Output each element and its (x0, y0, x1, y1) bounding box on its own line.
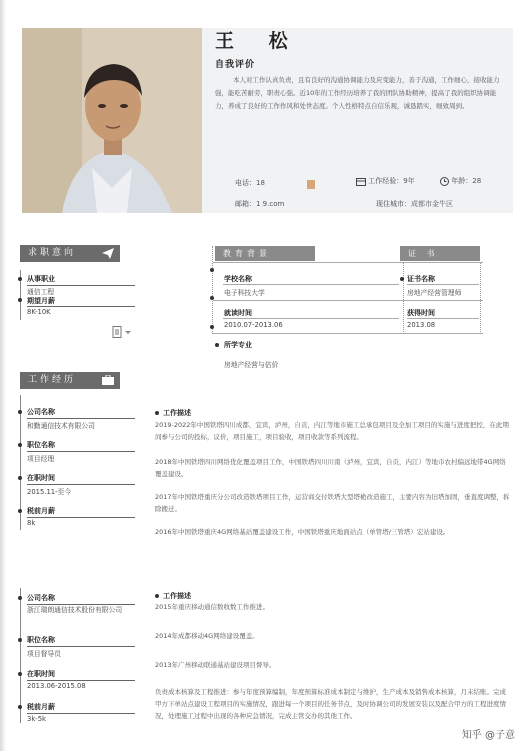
table-border (480, 262, 481, 334)
divider (27, 306, 135, 307)
timeline-dot (18, 596, 22, 600)
self-summary: 本人对工作认真负责，且有良好的沟通协调能力及应变能力，善于沟通，工作细心，接收能力强，能吃苦耐劳，职责心强。近10年的工作经历培养了我的团队协助精神，提高了我的组织协调能力，养成了良好的工作作风和处世态度。个人性格特点自信乐观，诚恳踏实，细致周到。 (215, 76, 500, 110)
title-value: 项目督导员 (27, 650, 61, 658)
timeline-dot (18, 672, 22, 676)
title-value: 项目经理 (27, 455, 55, 463)
summary-title: 自我评价 (215, 60, 256, 70)
age-value: 28 (472, 177, 482, 185)
work-heading-text: 工作经历 (28, 375, 77, 385)
study-time-value: 2010.07-2013.06 (224, 321, 283, 329)
table-rule (213, 262, 483, 263)
desc-paragraph: 2014年成都移动4G网络建设覆盖。 (155, 632, 259, 640)
clock-icon (440, 177, 449, 186)
phone-label: 电话： (235, 179, 256, 187)
phone-row (235, 178, 265, 188)
major-value: 房地产经营与估价 (224, 361, 279, 369)
bullet-dot (155, 594, 159, 598)
cert-name-value: 房地产经营管理师 (407, 289, 462, 297)
timeline-dot (210, 325, 214, 329)
timeline-dot (18, 277, 22, 281)
divider (223, 284, 399, 285)
desc-paragraph: 2013年广州移动联通基站建设项目督导。 (155, 661, 276, 669)
age-label: 年龄： (451, 177, 473, 185)
divider (27, 646, 135, 647)
education-heading: 教育背景 (215, 246, 315, 261)
city-row (376, 199, 453, 209)
cert-time-label: 获得时间 (407, 309, 435, 317)
study-time-label: 就读时间 (224, 309, 252, 317)
profile-photo (22, 28, 202, 213)
desc-title: 工作描述 (163, 592, 191, 600)
divider (27, 517, 135, 518)
desc-paragraph: 2016年中国铁塔重庆4G网络基站覆盖建设工作，中国铁塔重庆地面站点（单管塔/三管塔）宏站建设。 (155, 528, 450, 536)
timeline-dot (210, 268, 214, 272)
phone-value: 18 (256, 179, 265, 187)
timeline-dot (18, 638, 22, 642)
job-label: 从事职业 (27, 275, 55, 283)
bullet-dot (155, 411, 159, 415)
job-salary-value: 8k (27, 519, 36, 527)
timeline-dot (18, 443, 22, 447)
company-value: 和勤通信技术有限公司 (27, 422, 95, 430)
table-rule (213, 300, 483, 301)
bullet-dot (215, 343, 219, 347)
cert-time-value: 2013.08 (407, 321, 436, 329)
job-value: 通信工程 (27, 288, 55, 296)
table-border (403, 262, 404, 334)
timeline-dot (18, 298, 22, 302)
divider (27, 451, 135, 452)
title-label: 职位名称 (27, 636, 55, 644)
desc-paragraph: 2019-2022年中国铁塔四川成都，宜宾，泸州，自贡，内江等地市施工总承包项目及全加工项目的实施与进度把控，在此期间参与公司的投标，议价，项目施工，项目验收，项目收款等系列流程。 (155, 421, 509, 441)
period-value: 2015.11-至今 (27, 488, 72, 496)
paper-plane-icon (102, 248, 114, 259)
intention-heading (20, 245, 120, 262)
experience-row (356, 176, 415, 186)
job-salary-label: 税前月薪 (27, 507, 55, 515)
school-label: 学校名称 (224, 275, 252, 283)
job-salary-label: 税前月薪 (27, 703, 55, 711)
experience-value: 9年 (403, 177, 415, 185)
divider (27, 418, 135, 419)
divider (27, 713, 135, 714)
person-name: 王 松 (215, 30, 302, 52)
intention-heading-text: 求职意向 (28, 248, 77, 258)
calendar-icon (356, 177, 366, 186)
period-label: 在职时间 (27, 474, 55, 482)
company-label: 公司名称 (27, 408, 55, 416)
timeline-dot (400, 277, 404, 281)
timeline-dot (18, 509, 22, 513)
desc-paragraph: 2017年中国铁塔重庆分公司改造铁塔项目工作，运营商交付铁塔大型塔桅改造施工，主要内容为旧塔加固，垂直度调整，拆除搬迁。 (155, 493, 510, 513)
job-salary-value: 3k-5k (27, 715, 46, 723)
email-label: 邮箱： (235, 200, 256, 208)
certificate-heading: 证 书 (400, 246, 480, 261)
school-value: 电子科技大学 (224, 289, 265, 297)
company-label: 公司名称 (27, 594, 55, 602)
redaction-mark (307, 180, 315, 189)
age-row (440, 176, 481, 186)
city-value: 成都市金牛区 (411, 200, 453, 208)
period-value: 2013.06-2015.08 (27, 682, 86, 690)
desc-paragraph: 负责成本核算及工程推进：参与年度预算编制，年度预算标准成本制定与维护，生产成本及销售成本核算，月末结账。完成甲方下单站点建设工程项目的实施情况，跟进每一个项目的任务节点，及时协调公司的发展安装以及配合甲方的工程进度情况，处理施工过程中出现的各种应急情况，完成主管交办的其他工作。 (155, 688, 506, 720)
divider (407, 284, 479, 285)
email-row (235, 199, 284, 209)
table-border (212, 246, 213, 334)
cert-name-label: 证书名称 (407, 275, 435, 283)
briefcase-icon (102, 375, 114, 385)
page-edge (0, 0, 6, 751)
desc-title: 工作描述 (163, 409, 191, 417)
watermark: 知乎 @子意 (461, 730, 515, 741)
divider (407, 318, 479, 319)
divider (223, 318, 399, 319)
divider (27, 484, 135, 485)
salary-label: 期望月薪 (27, 297, 55, 305)
timeline-dot (18, 476, 22, 480)
desc-paragraph: 2015年重庆移动通信数收数工作推进。 (155, 603, 270, 611)
timeline-line (20, 588, 21, 723)
experience-label: 工作经验： (368, 177, 404, 185)
email-value: 1 9.com (256, 200, 285, 208)
person-portrait-icon (22, 28, 202, 213)
company-value: 浙江瑞朗通信技术股份有限公司 (27, 606, 123, 614)
timeline-dot (18, 705, 22, 709)
table-rule (213, 333, 483, 334)
work-heading (20, 372, 120, 389)
major-label: 所学专业 (224, 341, 252, 349)
title-label: 职位名称 (27, 441, 55, 449)
period-label: 在职时间 (27, 670, 55, 678)
salary-value: 8K-10K (27, 308, 51, 316)
city-label: 现住城市： (376, 200, 411, 208)
timeline-dot (18, 410, 22, 414)
desc-paragraph: 2018年中国铁塔四川网络优化覆盖项目工作，中国铁塔四川川南（泸州，宜宾，自贡，内江）等地市农村偏远地带4G网络覆盖建设。 (155, 458, 506, 478)
document-paste-icon[interactable] (112, 326, 132, 338)
divider (27, 680, 135, 681)
